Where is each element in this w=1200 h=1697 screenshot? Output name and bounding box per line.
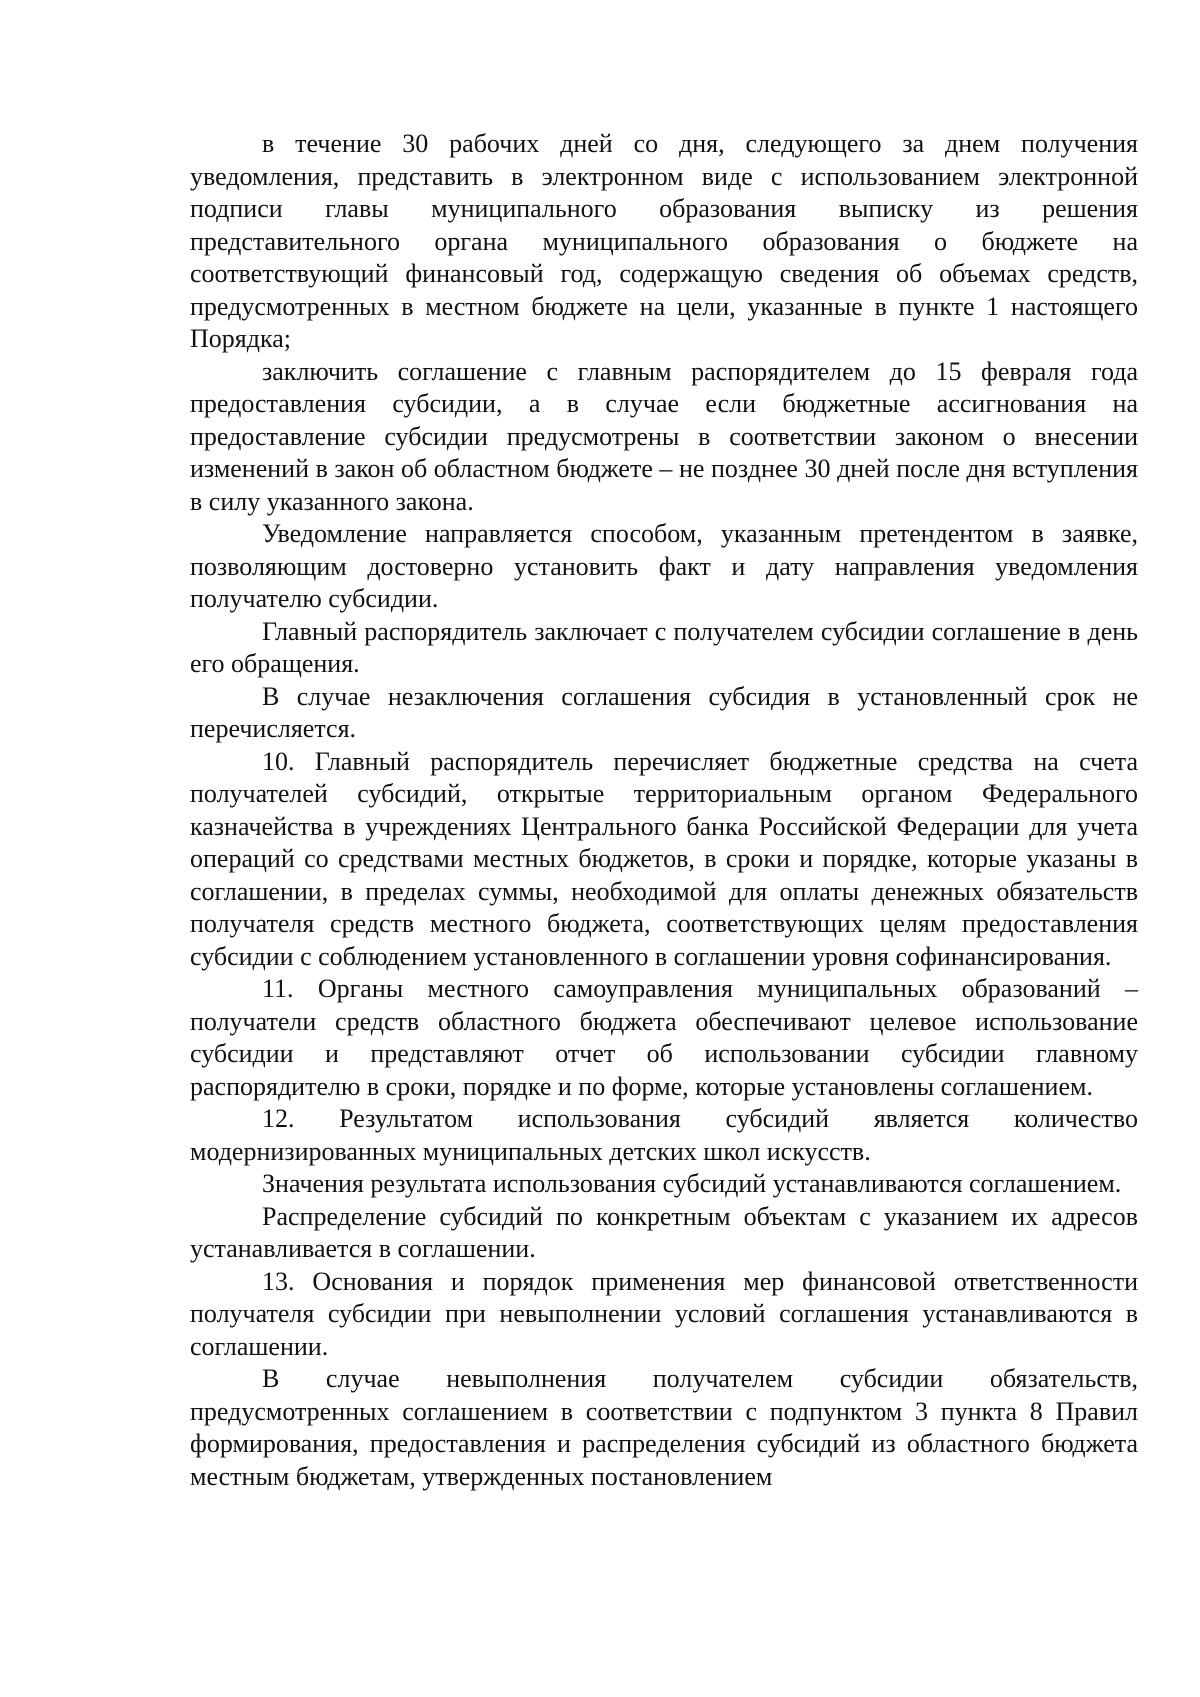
paragraph-non-conclusion: В случае незаключения соглашения субсидия в установленный срок не перечисляется. xyxy=(190,681,1138,743)
paragraph-notification-method: Уведомление направляется способом, указанным претендентом в заявке, позволяющим достоверно установить факт и дату направления уведомления получателю субсидии. xyxy=(190,519,1138,613)
paragraph-item-12: 12. Результатом использования субсидий является количество модернизированных муниципальных детских школ искусств. xyxy=(190,1104,1138,1166)
paragraph-agreement-day: Главный распорядитель заключает с получателем субсидии соглашение в день его обращения. xyxy=(190,616,1138,678)
paragraph-distribution: Распределение субсидий по конкретным объектам с указанием их адресов устанавливается в соглашении. xyxy=(190,1201,1138,1263)
paragraph-result-values: Значения результата использования субсидий устанавливаются соглашением. xyxy=(262,1169,1122,1198)
document-page xyxy=(190,128,1138,1493)
paragraph-conclude-agreement: заключить соглашение с главным распорядителем до 15 февраля года предоставления субсидии, а в случае если бюджетные ассигнования на предоставление субсидии предусмотрены в соответствии законом о внесении изменений в закон об областном бюджете – не позднее 30 дней после дня вступления в силу указанного закона. xyxy=(190,356,1138,516)
paragraph-submit-extract: в течение 30 рабочих дней со дня, следующего за днем получения уведомления, представить в электронном виде с использованием электронной подписи главы муниципального образования выписку из решения представительного органа муниципального образования о бюджете на соответствующий финансовый год, содержащую сведения об объемах средств, предусмотренных в местном бюджете на цели, указанные в пункте 1 настоящего Порядка; xyxy=(190,129,1138,353)
paragraph-item-11: 11. Органы местного самоуправления муниципальных образований – получатели средств областного бюджета обеспечивают целевое использование субсидии и представляют отчет об использовании субсидии главному распорядителю в сроки, порядке и по форме, которые установлены соглашением. xyxy=(190,974,1138,1101)
paragraph-item-13: 13. Основания и порядок применения мер финансовой ответственности получателя субсидии при невыполнении условий соглашения устанавливаются в соглашении. xyxy=(190,1266,1138,1361)
paragraph-item-10: 10. Главный распорядитель перечисляет бюджетные средства на счета получателей субсидий, открытые территориальным органом Федерального казначейства в учреждениях Центрального банка Российской Федерации для учета операций со средствами местных бюджетов, в сроки и порядке, которые указаны в соглашении, в пределах суммы, необходимой для оплаты денежных обязательств получателя средств местного бюджета, соответствующих целям предоставления субсидии с соблюдением установленного в соглашении уровня софинансирования. xyxy=(190,746,1138,971)
paragraph-non-fulfillment: В случае невыполнения получателем субсидии обязательств, предусмотренных соглашением в соответствии с подпунктом 3 пункта 8 Правил формирования, предоставления и распределения субсидий из областного бюджета местным бюджетам, утвержденных постановлением xyxy=(190,1364,1138,1491)
